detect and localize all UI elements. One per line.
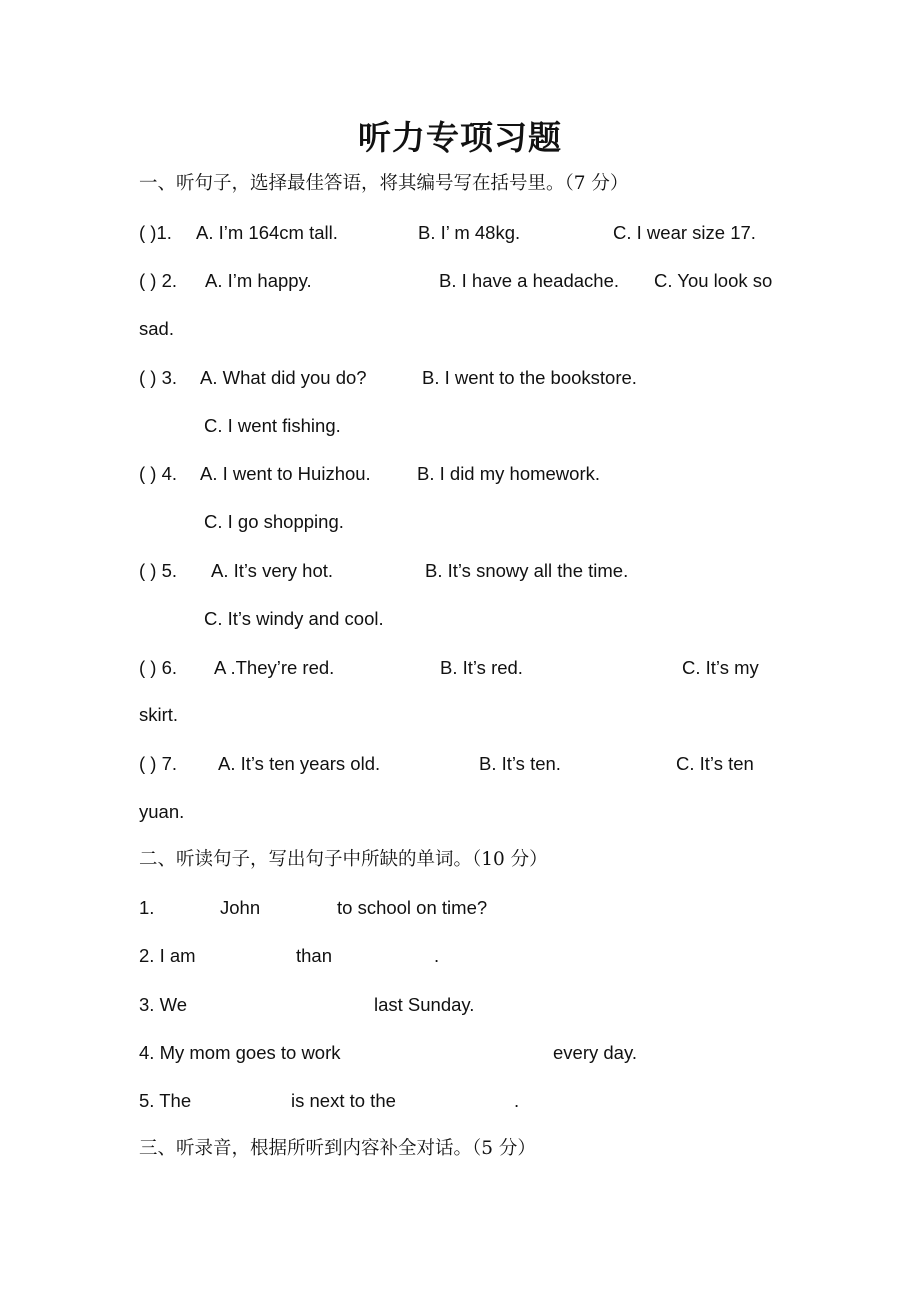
- q3-option-c: C. I went fishing.: [204, 415, 341, 436]
- q4-number: ( ) 4.: [139, 463, 178, 484]
- q5-option-c: C. It’s windy and cool.: [204, 608, 384, 629]
- s1-part2: John: [220, 897, 261, 918]
- s2-part3: .: [434, 945, 440, 966]
- q1-option-a: A. I’m 164cm tall.: [196, 222, 338, 243]
- q7-option-b: B. It’s ten.: [479, 753, 561, 774]
- q5-option-a: A. It’s very hot.: [211, 560, 334, 581]
- q3-option-a: A. What did you do?: [200, 367, 367, 388]
- q6-option-b: B. It’s red.: [440, 657, 523, 678]
- s2-part2: than: [296, 945, 333, 966]
- q5-option-b: B. It’s snowy all the time.: [425, 560, 629, 581]
- s5-part2: is next to the: [291, 1090, 396, 1111]
- q7-option-a: A. It’s ten years old.: [218, 753, 381, 774]
- q6-option-a: A .They’re red.: [214, 657, 335, 678]
- q4-option-c: C. I go shopping.: [204, 511, 344, 532]
- q2-number: ( ) 2.: [139, 270, 178, 291]
- q3-number: ( ) 3.: [139, 367, 178, 388]
- q2-option-b: B. I have a headache.: [439, 270, 619, 291]
- q1-option-b: B. I’ m 48kg.: [418, 222, 521, 243]
- s4-part2: every day.: [553, 1042, 637, 1063]
- q2-option-c: C. You look so: [654, 270, 773, 291]
- q2-continuation: sad.: [139, 318, 174, 339]
- s5-part1: 5. The: [139, 1090, 192, 1111]
- s2-part1: 2. I am: [139, 945, 196, 966]
- q6-option-c: C. It’s my: [682, 657, 759, 678]
- section1-heading: 一、听句子，选择最佳答语，将其编号写在括号里。（7 分）: [139, 173, 629, 194]
- s3-part2: last Sunday.: [374, 994, 475, 1015]
- q1-option-c: C. I wear size 17.: [613, 222, 756, 243]
- s5-part3: .: [514, 1090, 520, 1111]
- s4-part1: 4. My mom goes to work: [139, 1042, 341, 1063]
- section3-heading: 三、听录音，根据所听到内容补全对话。（5 分）: [139, 1138, 536, 1159]
- q5-number: ( ) 5.: [139, 560, 178, 581]
- s1-part3: to school on time?: [337, 897, 488, 918]
- page-title: 听力专项习题: [358, 118, 562, 157]
- q7-continuation: yuan.: [139, 801, 185, 822]
- q6-continuation: skirt.: [139, 704, 179, 725]
- q6-number: ( ) 6.: [139, 657, 178, 678]
- q2-option-a: A. I’m happy.: [205, 270, 312, 291]
- q3-option-b: B. I went to the bookstore.: [422, 367, 637, 388]
- q4-option-b: B. I did my homework.: [417, 463, 601, 484]
- s3-part1: 3. We: [139, 994, 187, 1015]
- q7-number: ( ) 7.: [139, 753, 178, 774]
- s1-part1: 1.: [139, 897, 155, 918]
- section2-heading: 二、听读句子，写出句子中所缺的单词。（10 分）: [139, 849, 548, 870]
- q1-number: ( )1.: [139, 222, 172, 243]
- q7-option-c: C. It’s ten: [676, 753, 754, 774]
- q4-option-a: A. I went to Huizhou.: [200, 463, 371, 484]
